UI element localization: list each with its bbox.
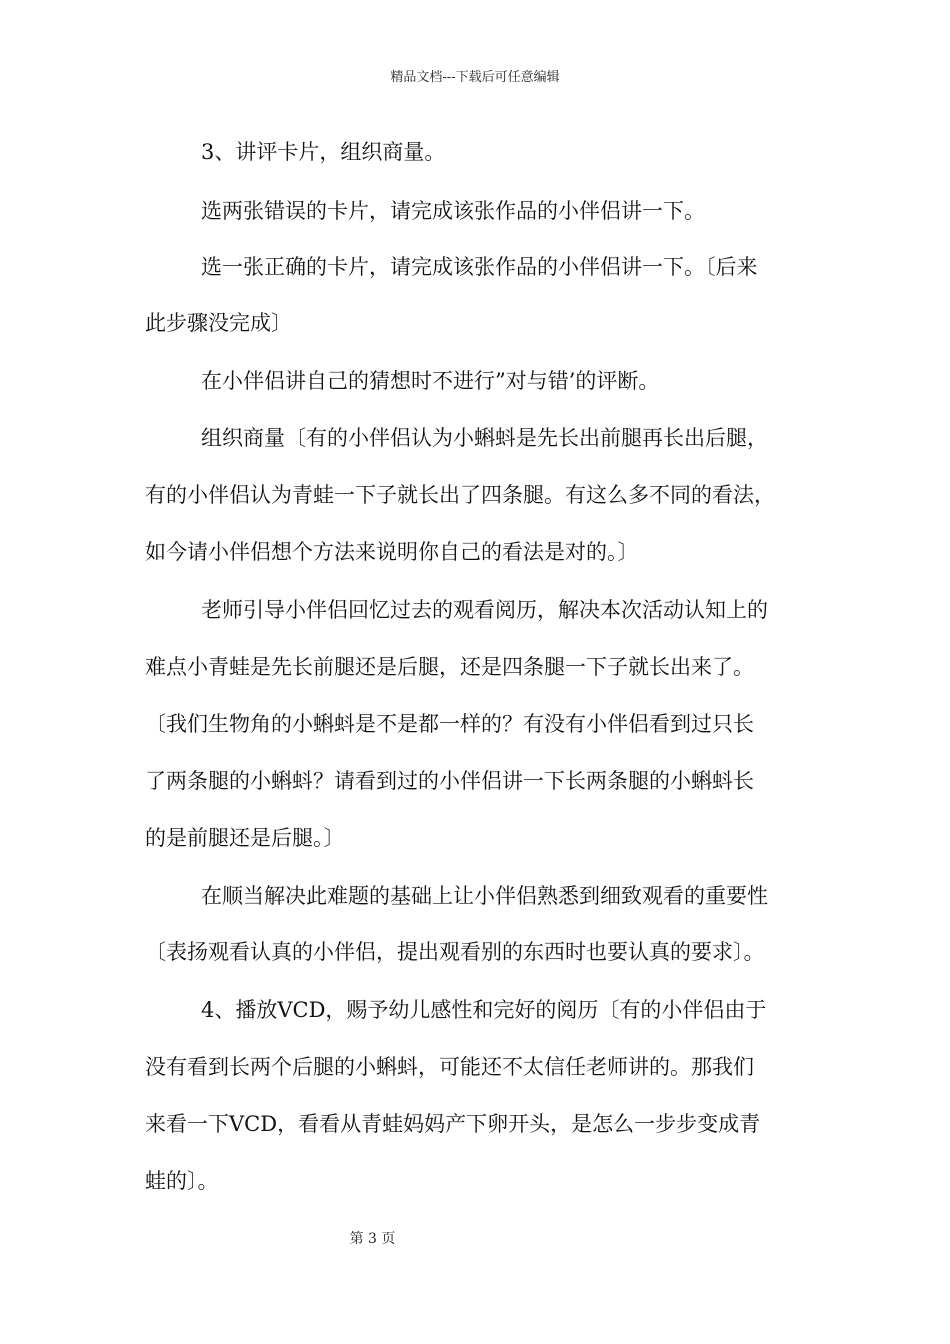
paragraph-line: 在顺当解决此难题的基础上让小伴侣熟悉到细致观看的重要性 xyxy=(201,884,768,908)
paragraph-line: 蛙的〕。 xyxy=(145,1169,219,1193)
page-number: 第 3 页 xyxy=(349,1231,396,1247)
paragraph-line: 了两条腿的小蝌蚪？请看到过的小伴侣讲一下长两条腿的小蝌蚪长 xyxy=(145,769,754,793)
paragraph-line: 选一张正确的卡片，请完成该张作品的小伴侣讲一下。〔后来 xyxy=(201,255,758,279)
page-header: 精品文档---下载后可任意编辑 xyxy=(390,70,560,85)
paragraph-line: 有的小伴侣认为青蛙一下子就长出了四条腿。有这么多不同的看法， xyxy=(145,483,775,507)
paragraph-line: 来看一下VCD，看看从青蛙妈妈产下卵开头，是怎么一步步变成青 xyxy=(145,1112,761,1136)
paragraph-line: 组织商量〔有的小伴侣认为小蝌蚪是先长出前腿再长出后腿， xyxy=(201,426,768,450)
paragraph-line: 如今请小伴侣想个方法来说明你自己的看法是对的。〕 xyxy=(145,540,639,564)
paragraph-line: 没有看到长两个后腿的小蝌蚪，可能还不太信任老师讲的。那我们 xyxy=(145,1055,754,1079)
paragraph-line: 此步骤没完成〕 xyxy=(145,311,292,335)
paragraph-line: 3、讲评卡片，组织商量。 xyxy=(201,140,446,164)
paragraph-line: 〔表扬观看认真的小伴侣，提出观看别的东西时也要认真的要求〕。 xyxy=(145,940,765,964)
paragraph-line: 〔我们生物角的小蝌蚪是不是都一样的？有没有小伴侣看到过只长 xyxy=(145,712,754,736)
paragraph-line: 难点小青蛙是先长前腿还是后腿，还是四条腿一下子就长出来了。 xyxy=(145,655,754,679)
paragraph-line: 4、播放VCD，赐予幼儿感性和完好的阅历〔有的小伴侣由于 xyxy=(201,998,767,1022)
paragraph-line: 选两张错误的卡片，请完成该张作品的小伴侣讲一下。 xyxy=(201,199,705,223)
paragraph-line: 在小伴侣讲自己的猜想时不进行”对与错’的评断。 xyxy=(201,369,660,393)
paragraph-line: 的是前腿还是后腿。〕 xyxy=(145,826,345,850)
paragraph-line: 老师引导小伴侣回忆过去的观看阅历，解决本次活动认知上的 xyxy=(201,598,768,622)
